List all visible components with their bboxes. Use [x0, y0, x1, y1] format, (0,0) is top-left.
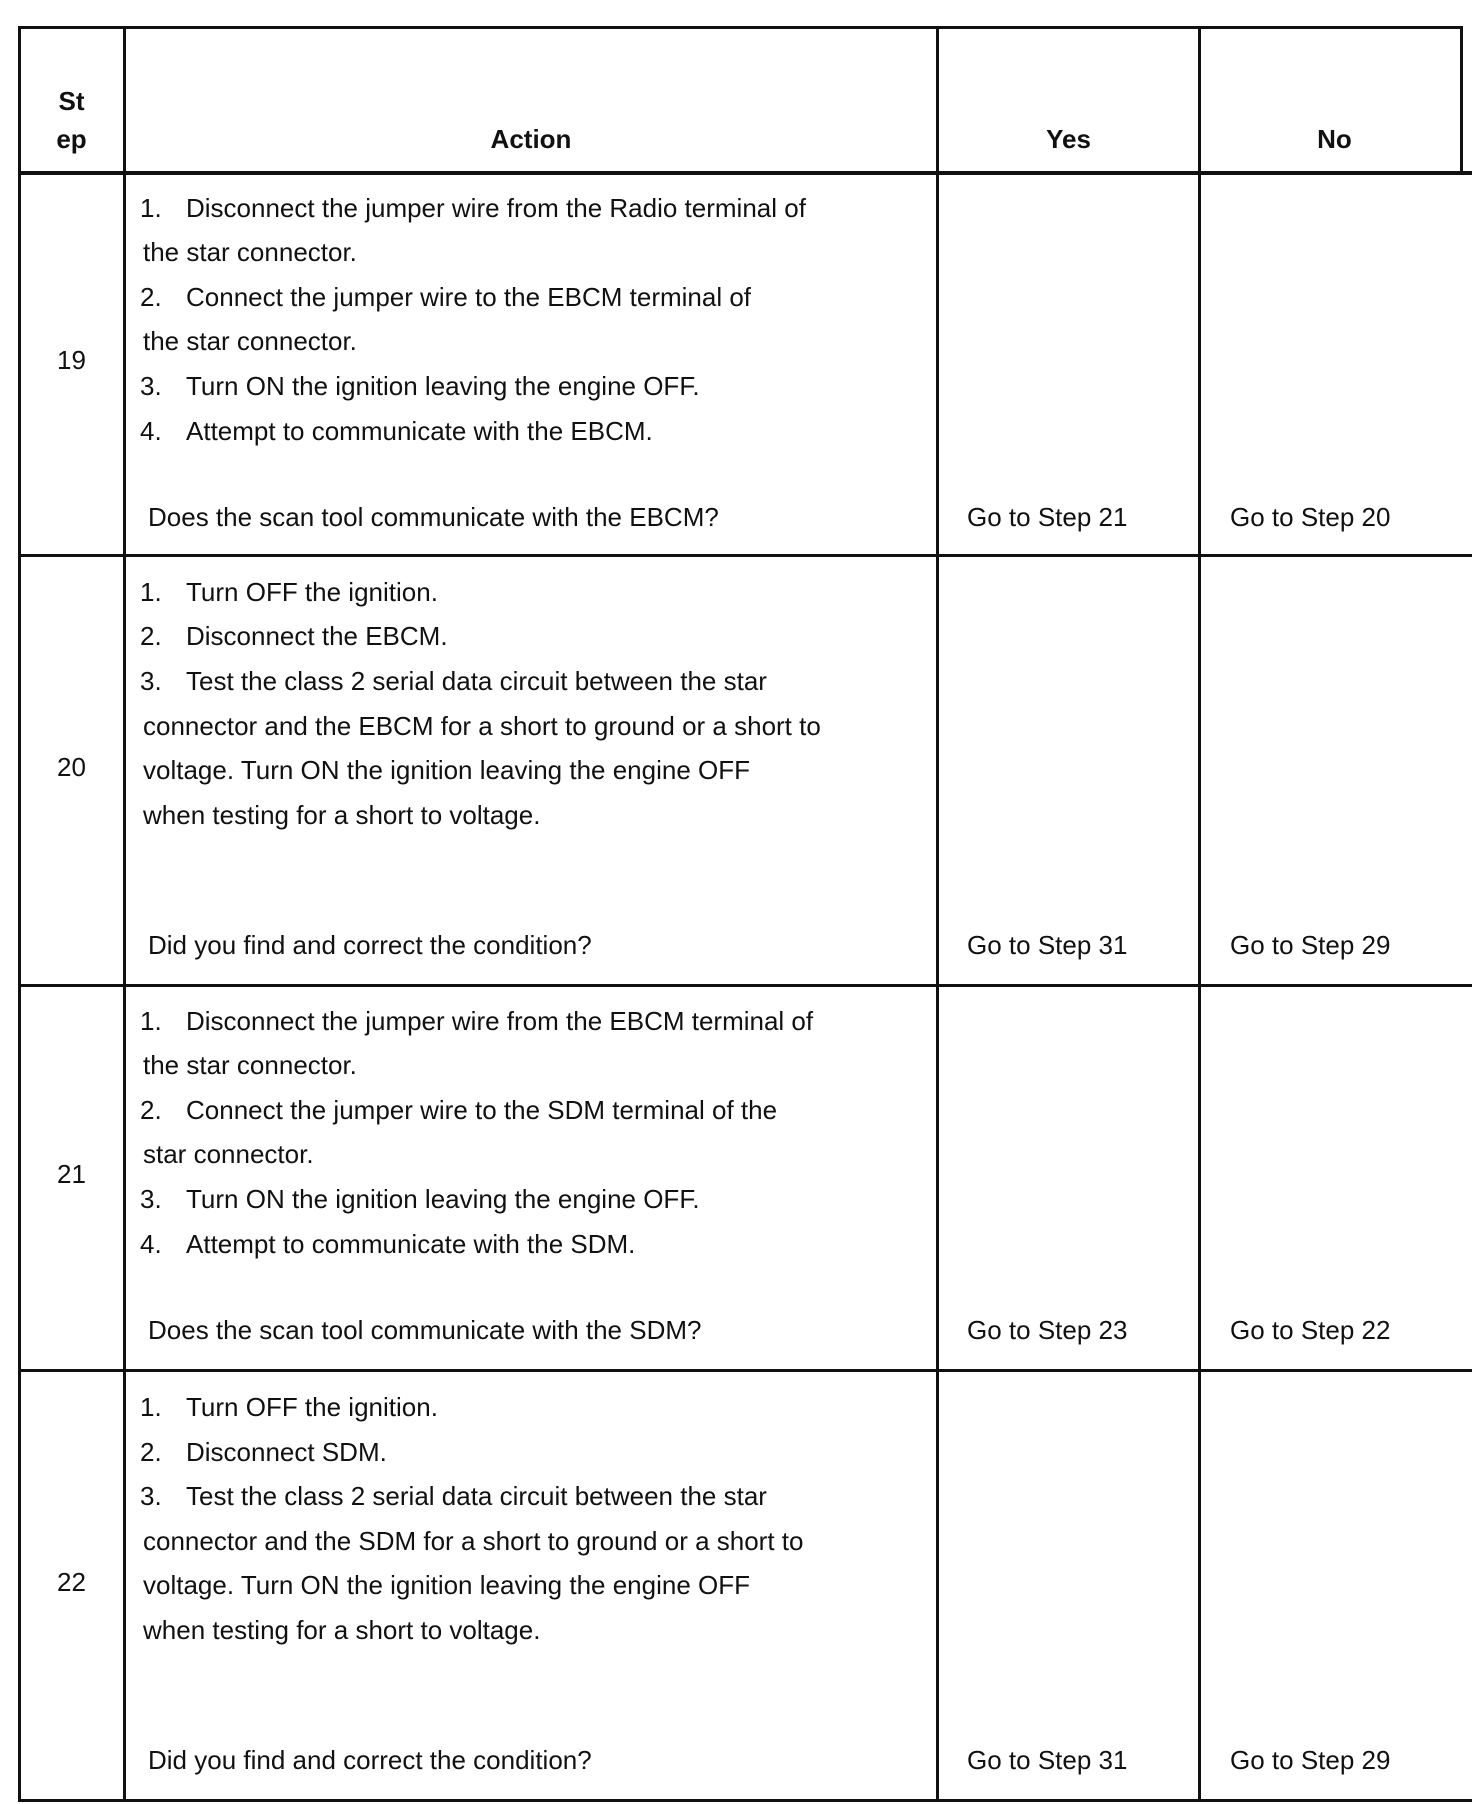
action-line-number: 1.	[140, 193, 162, 223]
action-line-text: Turn ON the ignition leaving the engine OFF.	[186, 371, 700, 401]
grid-line	[18, 26, 21, 1802]
action-line	[140, 1229, 635, 1260]
action-line-text: star connector.	[143, 1139, 314, 1169]
action-line-text: Disconnect the jumper wire from the Radio terminal of	[186, 193, 806, 223]
action-line-number: 1.	[140, 1006, 162, 1036]
action-line	[143, 1615, 540, 1646]
action-line-number: 3.	[140, 1184, 162, 1214]
action-line-text: connector and the EBCM for a short to ground or a short to	[143, 711, 821, 741]
action-question: Does the scan tool communicate with the EBCM?	[148, 502, 719, 532]
action-line-text: connector and the SDM for a short to ground or a short to	[143, 1526, 804, 1556]
grid-line	[936, 26, 939, 1802]
step-number: 21	[57, 1159, 86, 1189]
action-line	[140, 1437, 387, 1468]
action-line-number: 2.	[140, 621, 162, 651]
header-step-line2: ep	[56, 124, 87, 154]
action-line-text: the star connector.	[143, 1050, 357, 1080]
action-line-text: when testing for a short to voltage.	[143, 800, 541, 830]
yes-link[interactable]: Go to Step 31	[967, 1745, 1128, 1775]
action-line-text: Turn OFF the ignition.	[186, 577, 438, 607]
header-yes: Yes	[1046, 124, 1091, 154]
header-action: Action	[490, 124, 572, 154]
action-line	[143, 1050, 357, 1081]
grid-line	[18, 554, 1472, 557]
action-line	[140, 282, 751, 313]
grid-line	[123, 26, 126, 1802]
action-line-text: Turn OFF the ignition.	[186, 1392, 438, 1422]
grid-line	[1198, 26, 1201, 1802]
action-line	[140, 371, 700, 402]
action-line-number: 1.	[140, 1392, 162, 1422]
yes-link[interactable]: Go to Step 23	[967, 1315, 1128, 1345]
header-step-line1: St	[58, 86, 85, 116]
action-line	[140, 1481, 767, 1512]
action-line	[143, 1570, 750, 1601]
action-line-number: 2.	[140, 282, 162, 312]
grid-line	[18, 26, 1463, 29]
action-line-number: 3.	[140, 1481, 162, 1511]
action-line-text: Disconnect the EBCM.	[186, 621, 448, 651]
action-line-number: 2.	[140, 1437, 162, 1467]
action-line-text: Test the class 2 serial data circuit between the star	[186, 1481, 767, 1511]
action-line	[143, 1526, 803, 1557]
action-line-number: 3.	[140, 371, 162, 401]
action-line	[140, 666, 767, 697]
action-line-text: Attempt to communicate with the EBCM.	[186, 416, 653, 446]
action-line	[143, 755, 750, 786]
action-line-text: Test the class 2 serial data circuit between the star	[186, 666, 767, 696]
no-link[interactable]: Go to Step 20	[1230, 502, 1391, 532]
action-line-text: Connect the jumper wire to the EBCM terminal of	[186, 282, 752, 312]
grid-line	[18, 984, 1472, 987]
action-question: Did you find and correct the condition?	[148, 930, 592, 960]
yes-link[interactable]: Go to Step 21	[967, 502, 1128, 532]
action-line	[143, 237, 357, 268]
grid-line	[18, 171, 1472, 175]
action-line	[140, 1184, 700, 1215]
action-line	[140, 1392, 438, 1423]
action-line	[140, 1095, 777, 1126]
action-line-text: the star connector.	[143, 326, 357, 356]
grid-line	[18, 1369, 1472, 1372]
action-line	[140, 577, 438, 608]
action-line	[140, 1006, 813, 1037]
step-number: 22	[57, 1567, 86, 1597]
action-line-number: 4.	[140, 1229, 162, 1259]
header-no: No	[1317, 124, 1352, 154]
no-link[interactable]: Go to Step 22	[1230, 1315, 1391, 1345]
action-line	[140, 621, 448, 652]
action-line-text: Turn ON the ignition leaving the engine OFF.	[186, 1184, 700, 1214]
no-link[interactable]: Go to Step 29	[1230, 1745, 1391, 1775]
action-line-text: the star connector.	[143, 237, 357, 267]
action-question: Did you find and correct the condition?	[148, 1745, 592, 1775]
action-line-text: voltage. Turn ON the ignition leaving the engine OFF	[143, 755, 751, 785]
action-line	[140, 193, 806, 224]
action-line	[140, 416, 653, 447]
action-line	[143, 711, 821, 742]
action-line	[143, 326, 357, 357]
yes-link[interactable]: Go to Step 31	[967, 930, 1128, 960]
action-line-number: 4.	[140, 416, 162, 446]
action-line-text: Disconnect the jumper wire from the EBCM terminal of	[186, 1006, 814, 1036]
grid-line	[18, 1799, 1472, 1802]
action-line-text: Connect the jumper wire to the SDM terminal of the	[186, 1095, 778, 1125]
action-line	[143, 1139, 314, 1170]
action-line-number: 3.	[140, 666, 162, 696]
step-number: 20	[57, 752, 86, 782]
action-line-text: Disconnect SDM.	[186, 1437, 387, 1467]
header-step	[20, 82, 123, 158]
action-line-text: voltage. Turn ON the ignition leaving the engine OFF	[143, 1570, 751, 1600]
action-line-number: 1.	[140, 577, 162, 607]
action-line	[143, 800, 540, 831]
no-link[interactable]: Go to Step 29	[1230, 930, 1391, 960]
action-question: Does the scan tool communicate with the SDM?	[148, 1315, 702, 1345]
action-line-text: when testing for a short to voltage.	[143, 1615, 541, 1645]
step-number: 19	[57, 345, 86, 375]
action-line-number: 2.	[140, 1095, 162, 1125]
action-line-text: Attempt to communicate with the SDM.	[186, 1229, 636, 1259]
